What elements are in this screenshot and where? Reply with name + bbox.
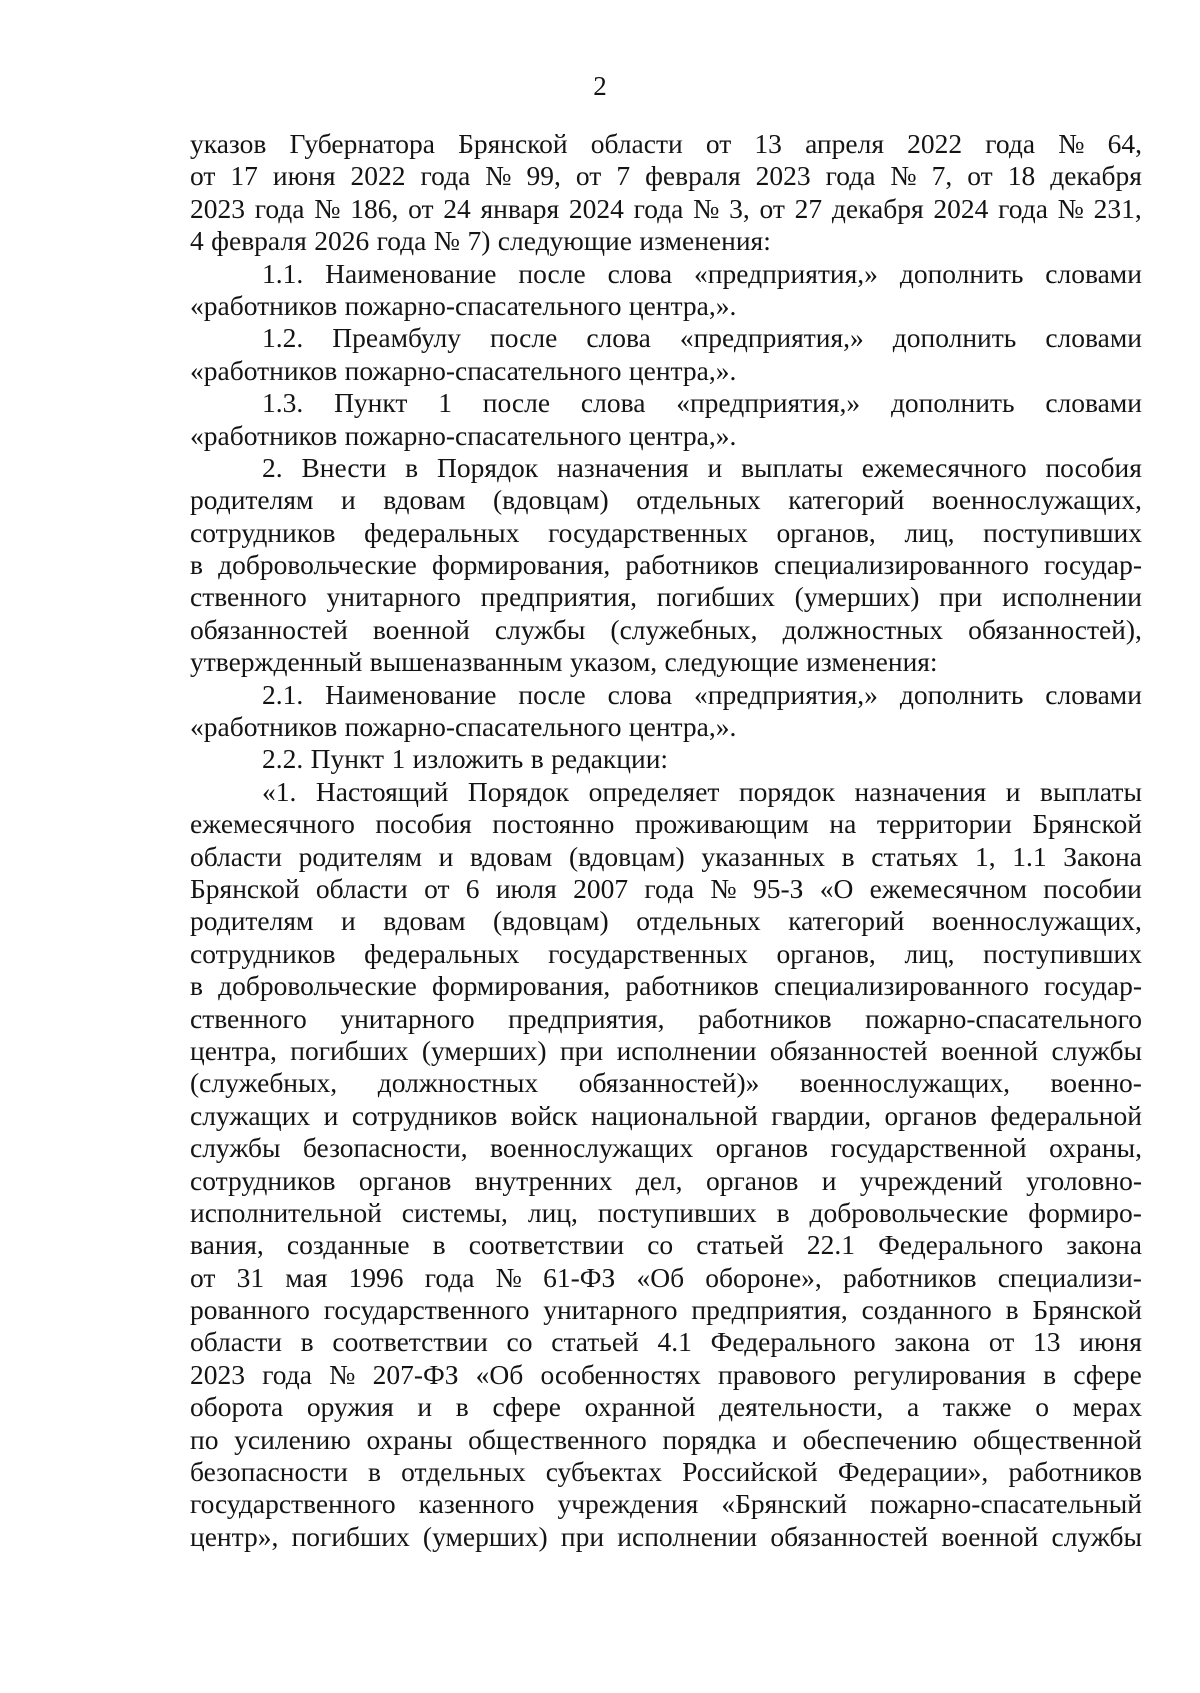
text-line: 1.3. Пункт 1 после слова «предприятия,» дополнить словами xyxy=(262,387,1142,419)
text-line: 2023 года № 207-ФЗ «Об особенностях правового регулирования в сфере xyxy=(190,1358,1142,1390)
document-body xyxy=(190,128,1142,1553)
text-line: от 17 июня 2022 года № 99, от 7 февраля 2023 года № 7, от 18 декабря xyxy=(190,160,1142,192)
text-line: оборота оружия и в сфере охранной деятельности, а также о мерах xyxy=(190,1391,1142,1423)
text-line: обязанностей военной службы (служебных, должностных обязанностей), xyxy=(190,613,1142,645)
text-line: вания, созданные в соответствии со статьей 22.1 Федерального закона xyxy=(190,1229,1142,1261)
text-line: «работников пожарно-спасательного центра,». xyxy=(190,419,737,451)
text-line: 1.2. Преамбулу после слова «предприятия,» дополнить словами xyxy=(262,322,1142,354)
text-line: служащих и сотрудников войск национальной гвардии, органов федеральной xyxy=(190,1099,1142,1131)
text-line: (служебных, должностных обязанностей)» военнослужащих, военно- xyxy=(190,1067,1142,1099)
text-line: сотрудников органов внутренних дел, органов и учреждений уголовно- xyxy=(190,1164,1142,1196)
text-line: сотрудников федеральных государственных органов, лиц, поступивших xyxy=(190,937,1142,969)
text-line: указов Губернатора Брянской области от 13 апреля 2022 года № 64, xyxy=(190,128,1142,159)
text-line: 2023 года № 186, от 24 января 2024 года № 3, от 27 декабря 2024 года № 231, xyxy=(190,192,1142,224)
text-line: центра, погибших (умерших) при исполнении обязанностей военной службы xyxy=(190,1034,1142,1066)
text-line: по усилению охраны общественного порядка и обеспечению общественной xyxy=(190,1423,1142,1455)
text-line: центр», погибших (умерших) при исполнении обязанностей военной службы xyxy=(190,1520,1142,1552)
text-line: области в соответствии со статьей 4.1 Федерального закона от 13 июня xyxy=(190,1326,1142,1358)
text-line: «работников пожарно-спасательного центра,». xyxy=(190,354,737,386)
page-number: 2 xyxy=(593,71,607,101)
text-line: от 31 мая 1996 года № 61-ФЗ «Об обороне», работников специализи- xyxy=(190,1261,1142,1293)
text-line: государственного казенного учреждения «Брянский пожарно-спасательный xyxy=(190,1488,1142,1520)
text-line: 2.1. Наименование после слова «предприятия,» дополнить словами xyxy=(262,678,1142,710)
text-line: «работников пожарно-спасательного центра,». xyxy=(190,289,737,321)
text-line: 1.1. Наименование после слова «предприятия,» дополнить словами xyxy=(262,257,1142,289)
text-line: «1. Настоящий Порядок определяет порядок назначения и выплаты xyxy=(262,775,1142,807)
text-line: ственного унитарного предприятия, работников пожарно-спасательного xyxy=(190,1002,1142,1034)
text-line: 4 февраля 2026 года № 7) следующие изменения: xyxy=(190,225,771,257)
text-line: сотрудников федеральных государственных органов, лиц, поступивших xyxy=(190,516,1142,548)
text-line: Брянской области от 6 июля 2007 года № 95-З «О ежемесячном пособии xyxy=(190,872,1142,904)
text-line: исполнительной системы, лиц, поступивших в добровольческие формиро- xyxy=(190,1196,1142,1228)
text-line: области родителям и вдовам (вдовцам) указанных в статьях 1, 1.1 Закона xyxy=(190,840,1142,872)
text-line: ежемесячного пособия постоянно проживающим на территории Брянской xyxy=(190,808,1142,840)
text-line: в добровольческие формирования, работников специализированного государ- xyxy=(190,970,1142,1002)
text-line: 2. Внести в Порядок назначения и выплаты ежемесячного пособия xyxy=(262,451,1142,483)
text-line: службы безопасности, военнослужащих органов государственной охраны, xyxy=(190,1132,1142,1164)
text-line: 2.2. Пункт 1 изложить в редакции: xyxy=(262,743,669,775)
text-line: родителям и вдовам (вдовцам) отдельных категорий военнослужащих, xyxy=(190,905,1142,937)
text-line: «работников пожарно-спасательного центра,». xyxy=(190,711,737,743)
text-line: утвержденный вышеназванным указом, следующие изменения: xyxy=(190,646,938,678)
text-line: в добровольческие формирования, работников специализированного государ- xyxy=(190,549,1142,581)
text-line: безопасности в отдельных субъектах Российской Федерации», работников xyxy=(190,1456,1142,1488)
text-line: рованного государственного унитарного предприятия, созданного в Брянской xyxy=(190,1294,1142,1326)
text-line: родителям и вдовам (вдовцам) отдельных категорий военнослужащих, xyxy=(190,484,1142,516)
text-line: ственного унитарного предприятия, погибших (умерших) при исполнении xyxy=(190,581,1142,613)
